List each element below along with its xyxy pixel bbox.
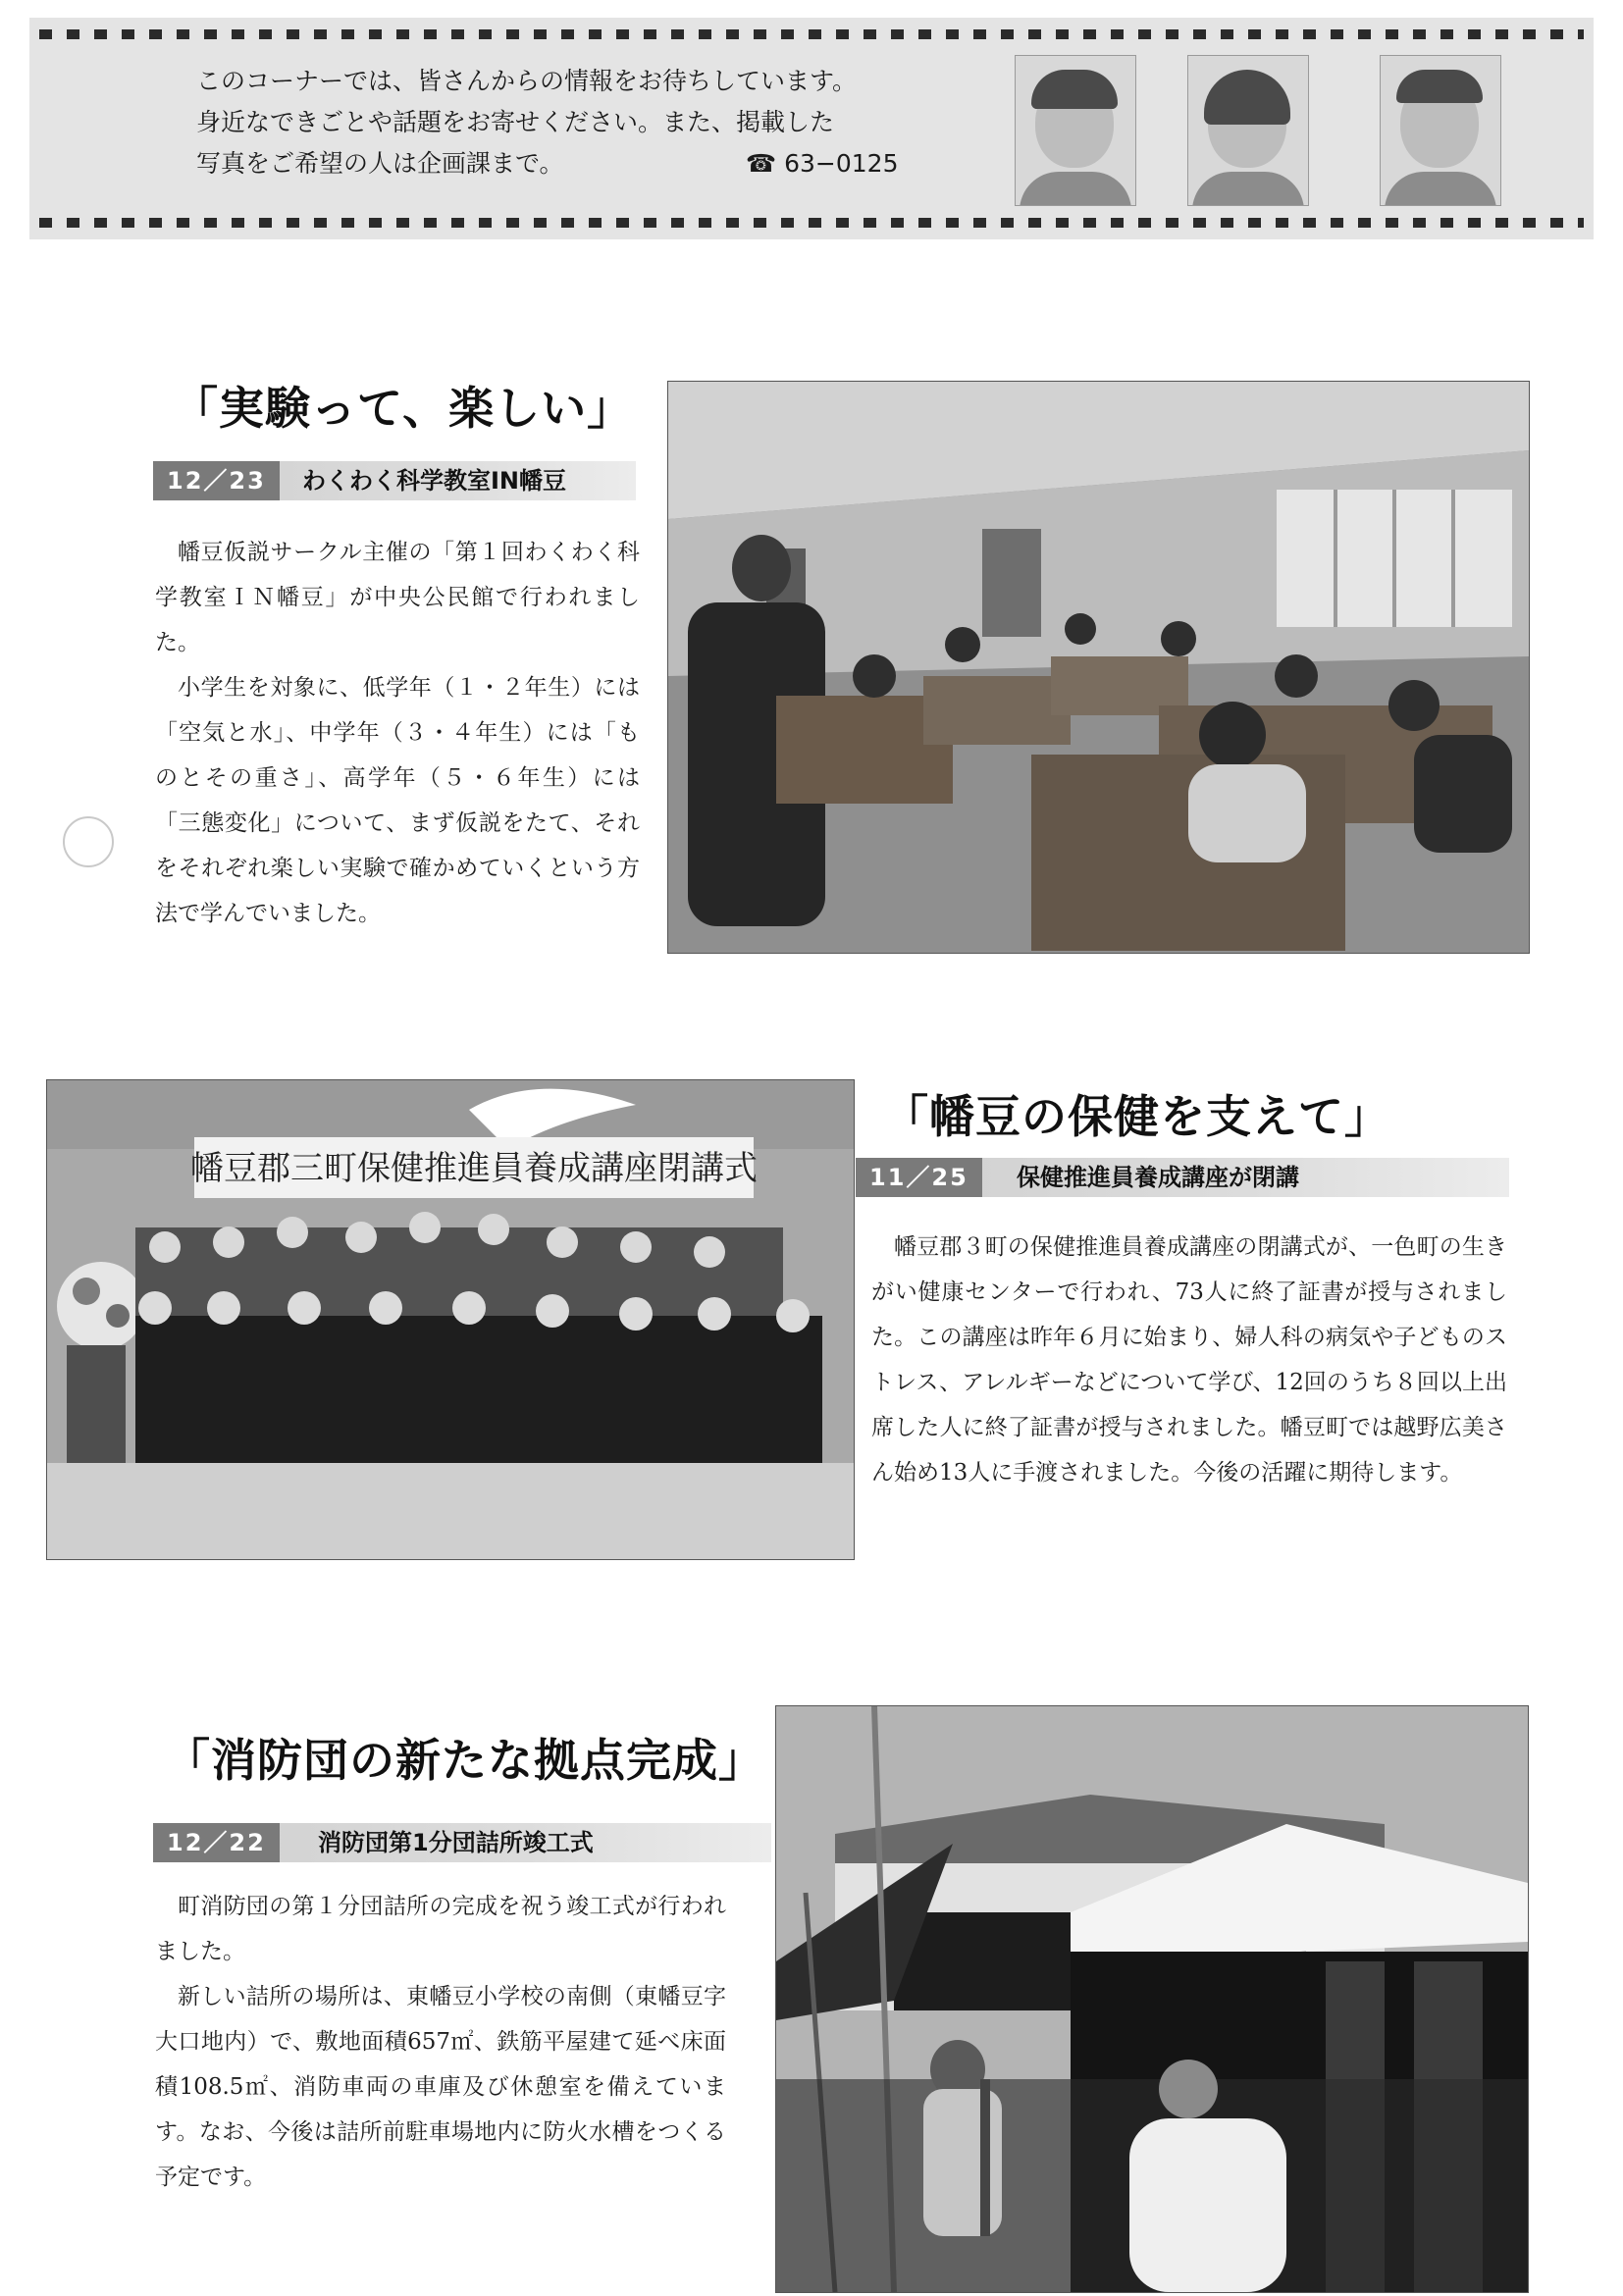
article-title: 「消防団の新たな拠点完成」 xyxy=(165,1734,764,1787)
phone-number: ☎ 63−0125 xyxy=(746,149,899,178)
child-portrait-photo xyxy=(1015,55,1136,206)
intro-line: 写真をご希望の人は企画課まで。 xyxy=(196,149,564,178)
health-ceremony-photo xyxy=(46,1079,855,1560)
science-class-photo xyxy=(667,381,1530,954)
ceremony-banner-text: 幡豆郡三町保健推進員養成講座閉講式 xyxy=(190,1149,758,1188)
fire-station-ceremony-photo xyxy=(775,1705,1529,2293)
article-paragraph: 幡豆郡３町の保健推進員養成講座の閉講式が、一色町の生きがい健康センターで行われ、73人に終了証書が授与されました。この講座は昨年６月に始まり、婦人科の病気や子どものストレス、アレルギーなどについて学び、12回のうち８回以上出席した人に終了証書が授与されました。幡豆町では越野広美さん始め13人に手渡されました。今後の活躍に期待します。 xyxy=(871,1234,1507,1486)
article-date: 12／22 xyxy=(153,1823,280,1862)
article-body xyxy=(871,1225,1507,1495)
article-date: 12／23 xyxy=(153,461,280,500)
article-paragraph: 町消防団の第１分団詰所の完成を祝う竣工式が行われました。 xyxy=(155,1894,726,1964)
article-date: 11／25 xyxy=(856,1158,982,1197)
fire-station-illustration xyxy=(776,1706,1528,2292)
article-body xyxy=(155,530,640,936)
article-paragraph: 小学生を対象に、低学年（１・２年生）には「空気と水」、中学年（３・４年生）には「ものとその重さ」、高学年（５・６年生）には「三態変化」について、まず仮説をたて、それをそれぞれ楽しい実験で確かめていくという方法で学んでいました。 xyxy=(155,675,640,926)
header-intro xyxy=(196,61,962,184)
article-datebar xyxy=(153,1823,771,1862)
child-portrait-photo xyxy=(1380,55,1501,206)
article-subtitle: 保健推進員養成講座が閉講 xyxy=(1017,1164,1299,1191)
group-photo-illustration xyxy=(47,1080,854,1559)
article-subtitle: 消防団第1分団詰所竣工式 xyxy=(318,1829,594,1856)
article-datebar xyxy=(856,1158,1509,1197)
film-perforation-bottom xyxy=(39,218,1584,228)
film-perforation-top xyxy=(39,29,1584,39)
intro-line: このコーナーでは、皆さんからの情報をお待ちしています。 xyxy=(196,67,858,95)
binder-hole xyxy=(63,816,114,867)
article-paragraph: 新しい詰所の場所は、東幡豆小学校の南側（東幡豆字大口地内）で、敷地面積657㎡、鉄筋平屋建て延べ床面積108.5㎡、消防車両の車庫及び休憩室を備えています。なお、今後は詰所前駐車場地内に防火水槽をつくる予定です。 xyxy=(155,1984,726,2190)
article-subtitle: わくわく科学教室IN幡豆 xyxy=(302,467,567,495)
article-title: 「幡豆の保健を支えて」 xyxy=(883,1090,1390,1143)
article-datebar xyxy=(153,461,636,500)
intro-line: 身近なできごとや話題をお寄せください。また、掲載した xyxy=(196,108,835,136)
science-class-illustration xyxy=(668,382,1529,953)
article-title: 「実験って、楽しい」 xyxy=(173,382,634,435)
child-portrait-photo xyxy=(1187,55,1309,206)
article-paragraph: 幡豆仮説サークル主催の「第１回わくわく科学教室ＩＮ幡豆」が中央公民館で行われました。 xyxy=(155,540,640,655)
article-body xyxy=(155,1884,726,2200)
